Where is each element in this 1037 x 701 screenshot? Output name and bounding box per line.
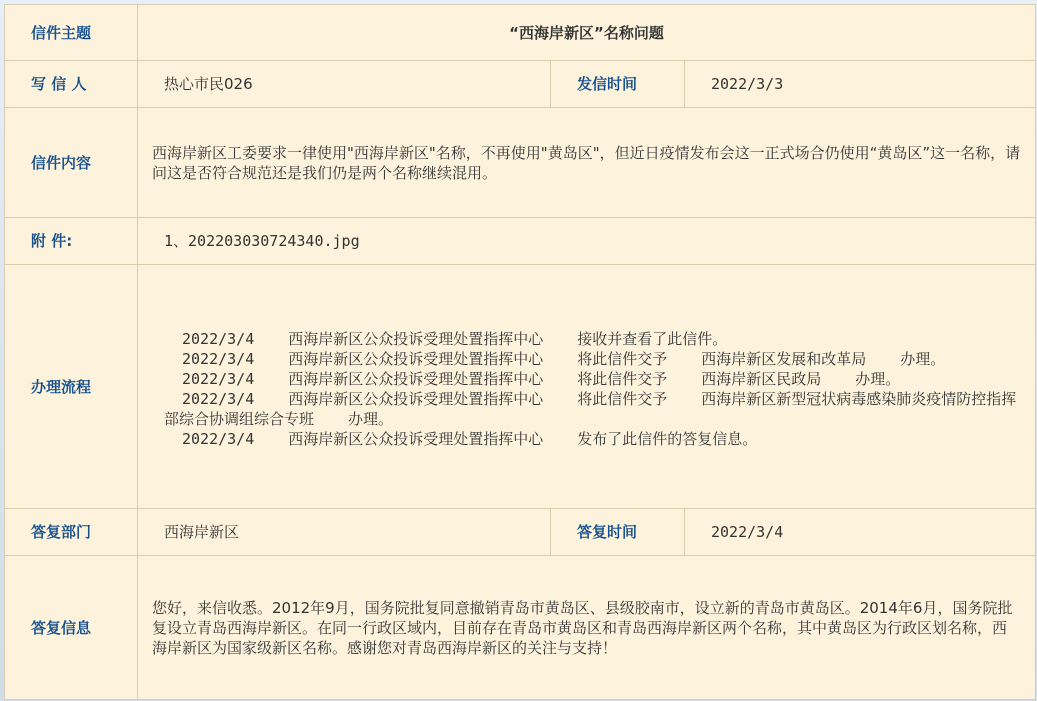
step-date: 2022/3/4 xyxy=(182,329,255,348)
reply-time: 2022/3/4 xyxy=(685,509,1036,556)
step-org: 西海岸新区公众投诉受理处置指挥中心 xyxy=(288,389,544,408)
step-target: 西海岸新区发展和改革局 xyxy=(701,349,867,368)
step-date: 2022/3/4 xyxy=(182,349,255,368)
step-target: 西海岸新区民政局 xyxy=(701,369,822,388)
step-date: 2022/3/4 xyxy=(182,389,255,408)
step-action: 发布了此信件的答复信息。 xyxy=(577,429,758,448)
letter-detail-table xyxy=(4,4,1036,700)
step-tail: 办理。 xyxy=(855,369,901,388)
attachment-label: 附 件: xyxy=(5,218,138,265)
step-action: 将此信件交予 xyxy=(577,349,668,368)
reply-info: 您好，来信收悉。2012年9月，国务院批复同意撤销青岛市黄岛区、县级胶南市，设立新的青岛市黄岛区。2014年6月，国务院批复设立青岛西海岸新区。在同一行政区域内，目前存在青岛市黄岛区和青岛西海岸新区两个名称，其中黄岛区为行政区划名称，西海岸新区为国家级新区名称。感谢您对青岛西海岸新区的关注与支持！ xyxy=(138,556,1036,700)
process-step xyxy=(164,369,1025,389)
writer-label: 写 信 人 xyxy=(5,61,138,108)
reply-dept-row xyxy=(5,509,1036,556)
step-date: 2022/3/4 xyxy=(182,429,255,448)
step-tail: 办理。 xyxy=(348,409,394,428)
subject-label: 信件主题 xyxy=(5,5,138,61)
step-action: 将此信件交予 xyxy=(577,369,668,388)
step-tail: 办理。 xyxy=(900,349,946,368)
step-date: 2022/3/4 xyxy=(182,369,255,388)
step-org: 西海岸新区公众投诉受理处置指挥中心 xyxy=(288,329,544,348)
process-steps xyxy=(138,265,1036,509)
writer-row xyxy=(5,61,1036,108)
reply-time-label: 答复时间 xyxy=(551,509,685,556)
step-org: 西海岸新区公众投诉受理处置指挥中心 xyxy=(288,369,544,388)
attachment-row xyxy=(5,218,1036,265)
send-time-label: 发信时间 xyxy=(551,61,685,108)
process-step xyxy=(164,329,1025,349)
step-org: 西海岸新区公众投诉受理处置指挥中心 xyxy=(288,429,544,448)
process-row xyxy=(5,265,1036,509)
subject-row xyxy=(5,5,1036,61)
letter-content: 西海岸新区工委要求一律使用"西海岸新区"名称，不再使用"黄岛区"，但近日疫情发布会这一正式场合仍使用“黄岛区”这一名称，请问这是否符合规范还是我们仍是两个名称继续混用。 xyxy=(138,108,1036,218)
step-target: 西海岸新区新型冠状病毒感染肺炎疫情防控指挥部综合协调组综合专班 xyxy=(164,389,1017,428)
reply-info-row xyxy=(5,556,1036,700)
reply-info-label: 答复信息 xyxy=(5,556,138,700)
writer-name: 热心市民026 xyxy=(138,61,551,108)
process-step xyxy=(164,429,1025,449)
attachment-link[interactable]: 1、202203030724340.jpg xyxy=(138,218,1036,265)
reply-dept-label: 答复部门 xyxy=(5,509,138,556)
process-label: 办理流程 xyxy=(5,265,138,509)
step-action: 接收并查看了此信件。 xyxy=(577,329,728,348)
content-label: 信件内容 xyxy=(5,108,138,218)
letter-subject: “西海岸新区”名称问题 xyxy=(138,5,1036,61)
send-time: 2022/3/3 xyxy=(685,61,1036,108)
step-action: 将此信件交予 xyxy=(577,389,668,408)
step-org: 西海岸新区公众投诉受理处置指挥中心 xyxy=(288,349,544,368)
reply-dept: 西海岸新区 xyxy=(138,509,551,556)
process-step xyxy=(164,349,1025,369)
content-row xyxy=(5,108,1036,218)
process-step xyxy=(164,389,1025,429)
